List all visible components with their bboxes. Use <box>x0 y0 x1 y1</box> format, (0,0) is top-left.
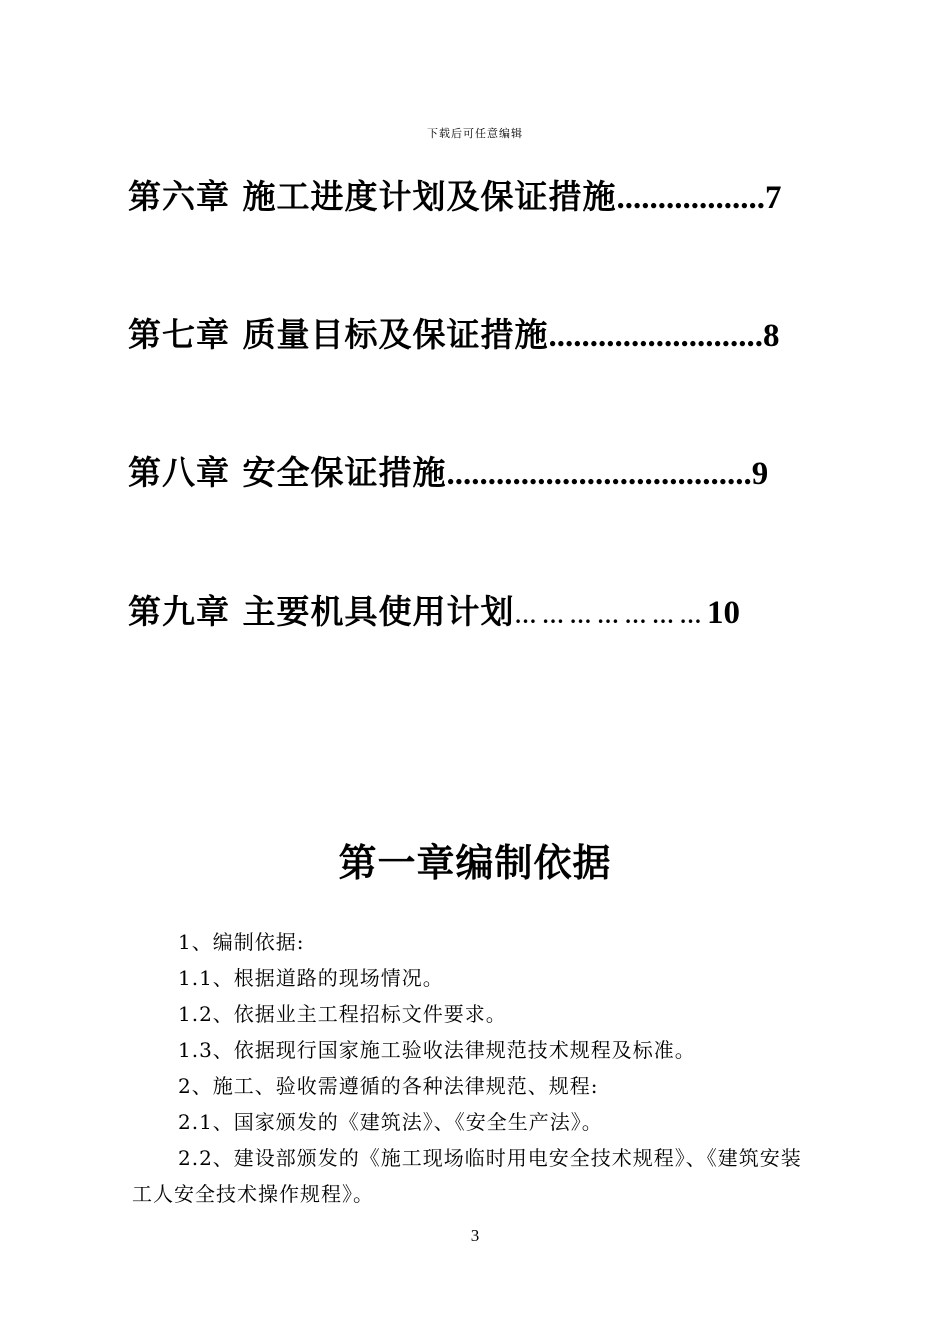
body-paragraph: 2.2、建设部颁发的《施工现场临时用电安全技术规程》、《建筑安装工人安全技术操作规程》。 <box>132 1146 802 1206</box>
toc-entry-chapter-9[interactable] <box>128 592 740 631</box>
toc-page-number: 10 <box>707 595 740 631</box>
toc-leader-dots: … … … … … … … <box>514 603 707 628</box>
chapter-body <box>132 924 822 1212</box>
toc-entry-label: 第九章 主要机具使用计划 <box>128 592 515 631</box>
body-paragraph: 1.1、根据道路的现场情况。 <box>178 966 444 990</box>
body-paragraph: 1.3、依据现行国家施工验收法律规范技术规程及标准。 <box>178 1038 696 1062</box>
toc-leader-dots: ..................................... <box>446 456 752 492</box>
toc-entry-label: 第七章 质量目标及保证措施 <box>128 315 549 354</box>
body-paragraph: 2、施工、验收需遵循的各种法律规范、规程: <box>178 1074 599 1098</box>
toc-entry-chapter-8[interactable] <box>128 453 769 492</box>
body-paragraph: 1.2、依据业主工程招标文件要求。 <box>178 1002 507 1026</box>
toc-page-number: 7 <box>765 180 782 216</box>
toc-entry-label: 第六章 施工进度计划及保证措施 <box>128 177 617 216</box>
page-number: 3 <box>470 1226 480 1245</box>
toc-entry-chapter-6[interactable] <box>128 177 782 216</box>
toc-leader-dots: .......................... <box>548 318 763 354</box>
toc-entry-chapter-7[interactable] <box>128 315 780 354</box>
toc-entry-label: 第八章 安全保证措施 <box>128 453 447 492</box>
chapter-heading: 第一章编制依据 <box>338 841 612 885</box>
toc-page-number: 8 <box>763 318 780 354</box>
body-paragraph: 2.1、国家颁发的《建筑法》、《安全生产法》。 <box>178 1110 603 1134</box>
body-paragraph: 1、编制依据: <box>178 930 305 954</box>
toc-leader-dots: .................. <box>616 180 765 216</box>
toc-page-number: 9 <box>751 456 769 492</box>
page-header: 下载后可任意编辑 <box>427 127 523 140</box>
